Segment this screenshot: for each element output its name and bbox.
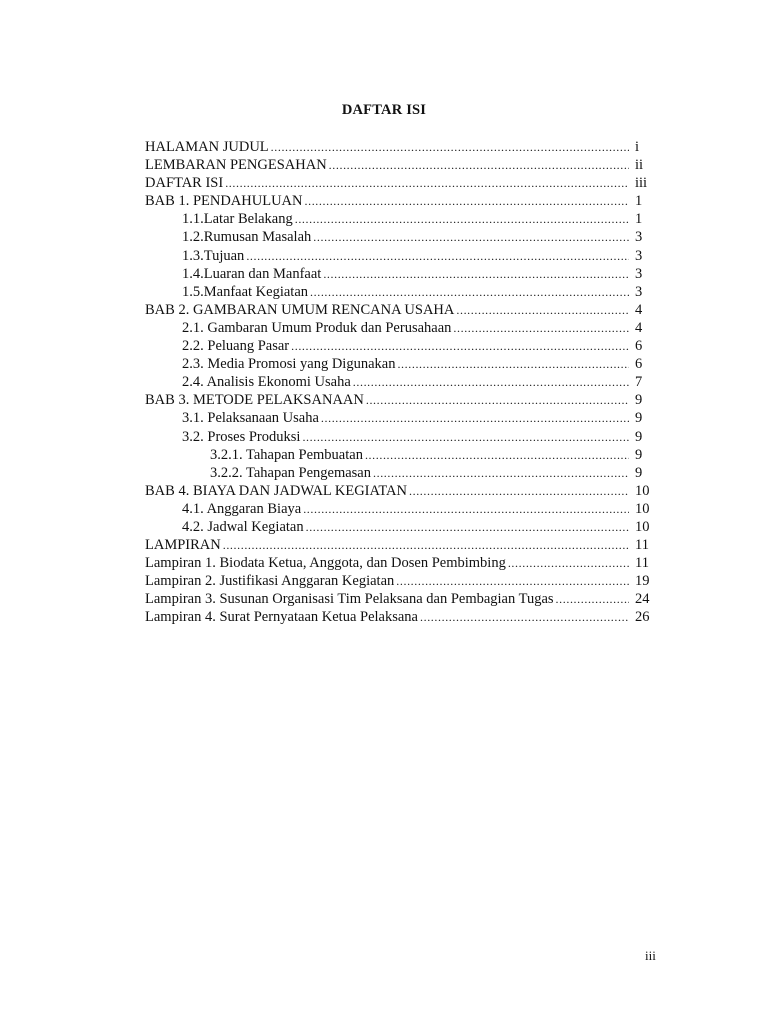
toc-dot-leader — [291, 337, 629, 355]
toc-dot-leader — [373, 464, 629, 482]
toc-entry[interactable] — [145, 536, 657, 554]
toc-dot-leader — [321, 409, 629, 427]
toc-entry-title: 1.2.Rumusan Masalah — [182, 229, 312, 246]
toc-entry-page: 3 — [635, 265, 643, 282]
toc-dot-leader — [366, 391, 629, 409]
toc-entry-page: 3 — [635, 229, 643, 246]
toc-entry-page: 6 — [635, 338, 643, 355]
table-of-contents — [145, 138, 657, 627]
toc-entry[interactable] — [145, 355, 657, 373]
toc-entry[interactable] — [145, 156, 657, 174]
toc-entry-page: 3 — [635, 247, 643, 264]
toc-entry-page: i — [635, 139, 640, 155]
toc-entry-title: 2.1. Gambaran Umum Produk dan Perusahaan — [182, 319, 452, 336]
toc-entry-title: Lampiran 1. Biodata Ketua, Anggota, dan Dosen Pembimbing — [145, 555, 506, 572]
toc-entry[interactable] — [145, 265, 657, 283]
toc-entry-page: 26 — [635, 609, 650, 626]
toc-entry-page: 1 — [635, 193, 643, 210]
toc-entry[interactable] — [145, 337, 657, 355]
toc-dot-leader — [556, 590, 629, 608]
toc-entry-page: 9 — [635, 410, 643, 427]
toc-dot-leader — [313, 228, 629, 246]
toc-entry-title: 1.5.Manfaat Kegiatan — [182, 283, 309, 300]
toc-entry-title: 3.1. Pelaksanaan Usaha — [182, 410, 319, 427]
toc-entry[interactable] — [145, 373, 657, 391]
toc-dot-leader — [310, 283, 629, 301]
toc-entry-title: BAB 1. PENDAHULUAN — [145, 193, 303, 210]
toc-entry-page: 4 — [635, 319, 643, 336]
toc-entry[interactable] — [145, 247, 657, 265]
toc-entry-page: 9 — [635, 446, 643, 463]
toc-entry[interactable] — [145, 138, 657, 156]
toc-entry-title: 4.2. Jadwal Kegiatan — [182, 518, 304, 535]
toc-entry[interactable] — [145, 608, 657, 626]
toc-dot-leader — [365, 446, 629, 464]
toc-dot-leader — [246, 247, 629, 265]
toc-entry-title: LAMPIRAN — [145, 537, 221, 554]
toc-entry-title: BAB 4. BIAYA DAN JADWAL KEGIATAN — [145, 482, 407, 499]
page-title: DAFTAR ISI — [341, 102, 427, 118]
toc-dot-leader — [323, 265, 629, 283]
toc-dot-leader — [420, 608, 629, 626]
toc-entry-title: LEMBARAN PENGESAHAN — [145, 157, 327, 174]
toc-entry[interactable] — [145, 301, 657, 319]
toc-dot-leader — [225, 174, 629, 192]
toc-entry-page: 9 — [635, 392, 643, 409]
toc-entry[interactable] — [145, 283, 657, 301]
toc-entry-page: 4 — [635, 301, 643, 318]
toc-entry[interactable] — [145, 210, 657, 228]
toc-entry-page: 3 — [635, 283, 643, 300]
toc-entry-page: 7 — [635, 374, 643, 391]
toc-dot-leader — [396, 572, 629, 590]
toc-entry-title: Lampiran 2. Justifikasi Anggaran Kegiatan — [145, 573, 395, 590]
toc-dot-leader — [397, 355, 629, 373]
toc-entry-page: iii — [635, 175, 648, 192]
toc-entry-title: Lampiran 3. Susunan Organisasi Tim Pelaksana dan Pembagian Tugas — [145, 591, 554, 608]
toc-entry[interactable] — [145, 554, 657, 572]
toc-entry-title: 1.4.Luaran dan Manfaat — [182, 265, 322, 282]
toc-entry-page: 11 — [635, 555, 649, 572]
toc-dot-leader — [303, 500, 629, 518]
toc-entry-title: 1.3.Tujuan — [182, 247, 245, 264]
toc-entry-page: 9 — [635, 428, 643, 445]
toc-entry[interactable] — [145, 409, 657, 427]
toc-entry[interactable] — [145, 500, 657, 518]
toc-entry-title: Lampiran 4. Surat Pernyataan Ketua Pelaksana — [145, 609, 418, 626]
toc-entry-title: 2.4. Analisis Ekonomi Usaha — [182, 374, 351, 391]
toc-entry[interactable] — [145, 446, 657, 464]
toc-entry-title: 3.2.1. Tahapan Pembuatan — [210, 446, 363, 463]
toc-dot-leader — [329, 156, 629, 174]
toc-entry[interactable] — [145, 464, 657, 482]
toc-dot-leader — [453, 319, 629, 337]
toc-entry-page: ii — [635, 157, 644, 174]
toc-dot-leader — [305, 192, 630, 210]
toc-dot-leader — [302, 428, 629, 446]
toc-dot-leader — [409, 482, 629, 500]
toc-entry[interactable] — [145, 192, 657, 210]
toc-entry[interactable] — [145, 518, 657, 536]
toc-entry-page: 19 — [635, 573, 650, 590]
toc-entry-title: 3.2.2. Tahapan Pengemasan — [210, 464, 371, 481]
toc-entry[interactable] — [145, 482, 657, 500]
toc-dot-leader — [456, 301, 629, 319]
toc-entry-title: BAB 2. GAMBARAN UMUM RENCANA USAHA — [145, 301, 455, 318]
toc-entry-title: HALAMAN JUDUL — [145, 139, 269, 155]
toc-entry[interactable] — [145, 428, 657, 446]
toc-dot-leader — [353, 373, 629, 391]
toc-entry[interactable] — [145, 228, 657, 246]
toc-entry[interactable] — [145, 391, 657, 409]
toc-entry[interactable] — [145, 174, 657, 192]
toc-entry[interactable] — [145, 319, 657, 337]
toc-entry-title: 2.2. Peluang Pasar — [182, 338, 290, 355]
toc-entry-title: 1.1.Latar Belakang — [182, 211, 293, 228]
toc-entry[interactable] — [145, 590, 657, 608]
toc-dot-leader — [306, 518, 629, 536]
toc-entry-page: 9 — [635, 464, 643, 481]
toc-dot-leader — [271, 138, 629, 156]
toc-entry-page: 10 — [635, 518, 650, 535]
toc-entry-page: 10 — [635, 482, 650, 499]
toc-entry-title: DAFTAR ISI — [145, 175, 224, 192]
toc-entry-title: 3.2. Proses Produksi — [182, 428, 301, 445]
toc-entry-title: BAB 3. METODE PELAKSANAAN — [145, 392, 364, 409]
toc-entry-page: 6 — [635, 356, 643, 373]
toc-dot-leader — [295, 210, 629, 228]
page-number: iii — [645, 948, 656, 963]
toc-entry-page: 1 — [635, 211, 643, 228]
toc-dot-leader — [508, 554, 629, 572]
toc-entry-title: 4.1. Anggaran Biaya — [182, 500, 302, 517]
toc-entry-title: 2.3. Media Promosi yang Digunakan — [182, 356, 396, 373]
toc-entry-page: 11 — [635, 537, 649, 554]
toc-dot-leader — [223, 536, 629, 554]
toc-entry-page: 10 — [635, 500, 650, 517]
toc-entry[interactable] — [145, 572, 657, 590]
toc-entry-page: 24 — [635, 591, 650, 608]
